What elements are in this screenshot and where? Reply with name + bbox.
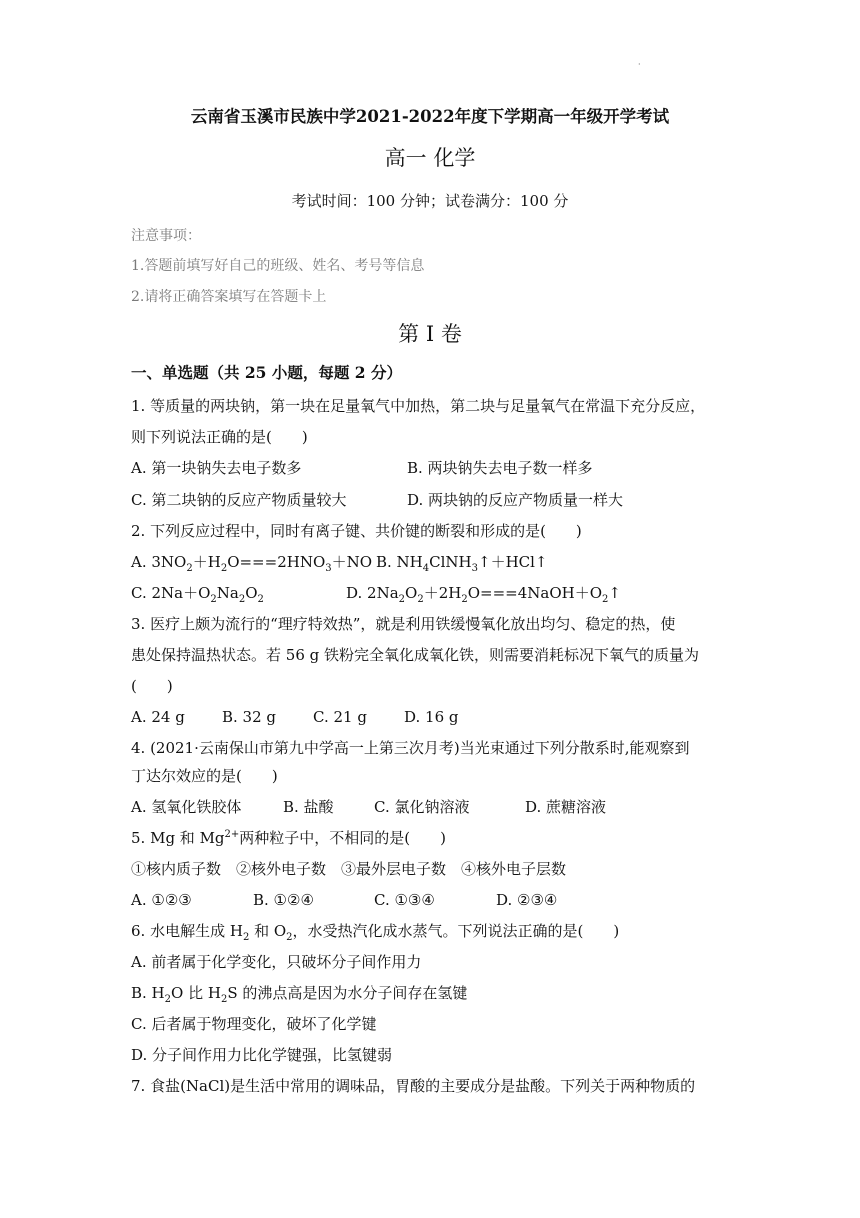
volume-title: 第 I 卷 [398, 322, 462, 346]
question-6-option-b: B. $H_2O$ 比 $H_2S$ 的沸点高是因为水分子间存在氢键 [131, 984, 468, 1005]
question-1-option-b: B. 两块钠失去电子数一样多 [407, 459, 593, 477]
subject-title: 高一 化学 [384, 146, 476, 170]
exam-title: 云南省玉溪市民族中学2021-2022年度下学期高一年级开学考试 [190, 107, 670, 126]
page-mark: · [638, 60, 641, 69]
question-1-option-c: C. 第二块钠的反应产物质量较大 [131, 491, 347, 509]
question-7-stem: 7. 食盐(NaCl)是生活中常用的调味品，胃酸的主要成分是盐酸。下列关于两种物质的 [131, 1077, 696, 1095]
question-1-stem-cont: 则下列说法正确的是( ) [131, 428, 308, 446]
section-heading: 一、单选题（共 25 小题，每题 2 分） [131, 363, 402, 382]
question-4-option-c: C. 氯化钠溶液 [374, 798, 470, 816]
question-3-option-b: B. 32 g [222, 708, 277, 726]
question-6-option-a: A. 前者属于化学变化，只破坏分子间作用力 [131, 953, 422, 971]
exam-info: 考试时间：100 分钟；试卷满分：100 分 [291, 192, 569, 210]
question-5-items: ①核内质子数 ②核外电子数 ③最外层电子数 ④核外电子层数 [131, 860, 567, 878]
question-6-option-d: D. 分子间作用力比化学键强，比氢键弱 [131, 1046, 393, 1064]
notice-heading: 注意事项： [131, 228, 201, 244]
question-5-option-c: C. ①③④ [374, 891, 435, 909]
question-3-option-c: C. 21 g [313, 708, 367, 726]
question-2-option-b: B. $NH_4ClNH_3↑+HCl↑$ [376, 553, 548, 574]
question-3-stem-end: ( ) [131, 677, 173, 695]
question-3-stem: 3. 医疗上颇为流行的“理疗特效热”，就是利用铁缓慢氧化放出均匀、稳定的热，使 [131, 615, 676, 633]
question-2-option-a: A. $3NO_2+H_2O===2HNO_3+NO$ [131, 553, 373, 574]
question-2-stem: 2. 下列反应过程中，同时有离子键、共价键的断裂和形成的是( ) [131, 522, 582, 540]
question-4-stem-cont: 丁达尔效应的是( ) [131, 767, 278, 785]
question-5-option-d: D. ②③④ [496, 891, 558, 909]
question-3-stem-cont: 患处保持温热状态。若 56 g 铁粉完全氧化成氧化铁，则需要消耗标况下氧气的质量为 [131, 646, 699, 664]
question-1-option-d: D. 两块钠的反应产物质量一样大 [407, 491, 624, 509]
question-6-stem: 6. 水电解生成 $H_2$ 和 $O_2$，水受热汽化成水蒸气。下列说法正确的是( ) [131, 922, 620, 943]
question-5-stem: 5. Mg 和 $Mg^{2+}$两种粒子中，不相同的是( ) [131, 829, 447, 847]
question-2-option-c: C. $2Na+O_2Na_2O_2$ [131, 584, 264, 605]
question-6-option-c: C. 后者属于物理变化，破坏了化学键 [131, 1015, 377, 1033]
question-2-option-d: D. $2Na_2O_2+2H_2O===4NaOH+O_2↑$ [346, 584, 621, 605]
question-4-option-a: A. 氢氧化铁胶体 [131, 798, 242, 816]
notice-item-1: 1.答题前填写好自己的班级、姓名、考号等信息 [131, 258, 425, 274]
question-3-option-a: A. 24 g [131, 708, 185, 726]
question-5-option-b: B. ①②④ [253, 891, 314, 909]
question-1-stem: 1. 等质量的两块钠，第一块在足量氧气中加热，第二块与足量氧气在常温下充分反应， [131, 397, 706, 415]
question-3-option-d: D. 16 g [404, 708, 459, 726]
question-5-option-a: A. ①②③ [131, 891, 192, 909]
question-1-option-a: A. 第一块钠失去电子数多 [131, 459, 302, 477]
question-4-option-d: D. 蔗糖溶液 [525, 798, 607, 816]
question-4-stem: 4. (2021·云南保山市第九中学高一上第三次月考)当光束通过下列分散系时,能观察到 [131, 739, 690, 757]
question-4-option-b: B. 盐酸 [283, 798, 334, 816]
notice-item-2: 2.请将正确答案填写在答题卡上 [131, 289, 327, 305]
